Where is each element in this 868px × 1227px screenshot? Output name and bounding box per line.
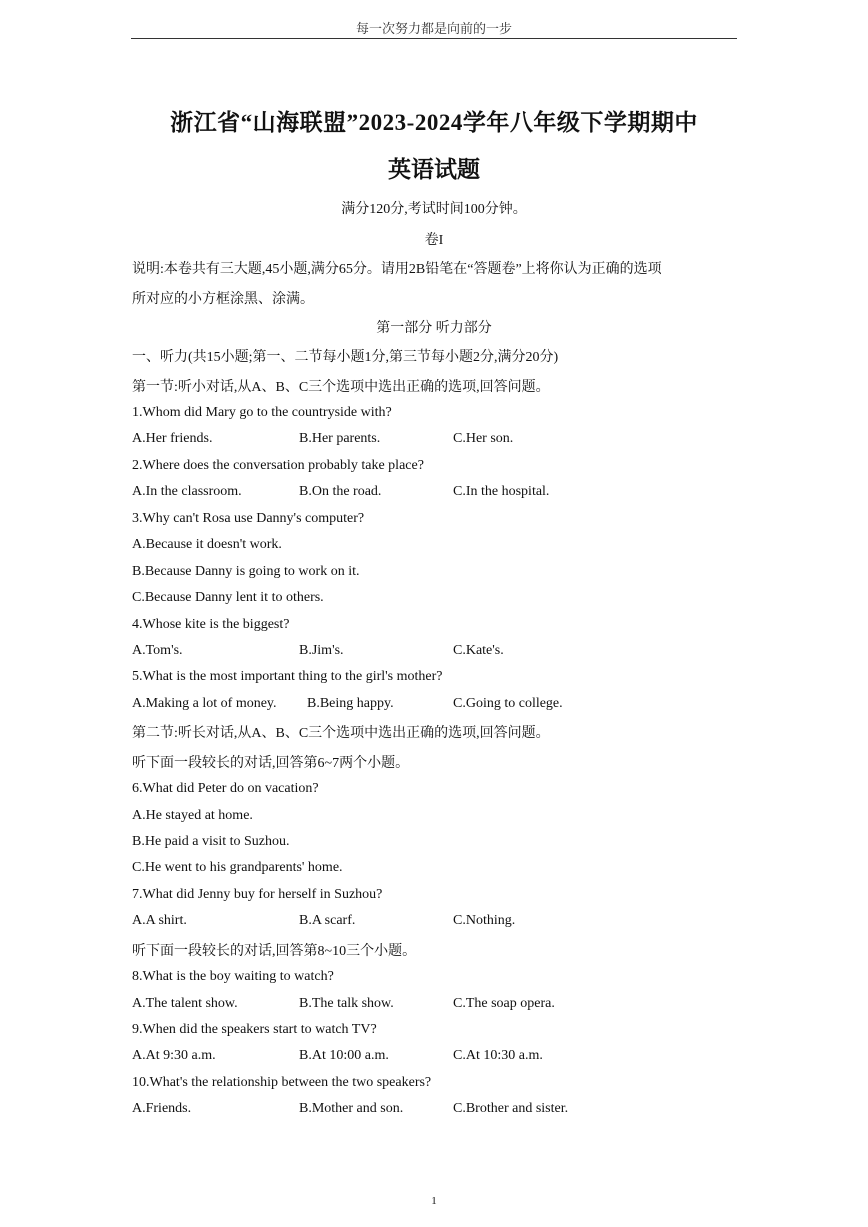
q7-option-a: A.A shirt. [132, 913, 187, 928]
dialog-8-10-intro: 听下面一段较长的对话,回答第8~10三个小题。 [132, 944, 417, 959]
page-header: 每一次努力都是向前的一步 [355, 21, 512, 36]
q4-option-a: A.Tom's. [132, 643, 183, 658]
question-3: 3.Why can't Rosa use Danny's computer? [132, 511, 365, 526]
exam-title-line2: 英语试题 [388, 157, 480, 182]
instructions-line1: 说明:本卷共有三大题,45小题,满分65分。请用2B铅笔在“答题卷”上将你认为正确的选项 [132, 262, 662, 277]
q8-option-c: C.The soap opera. [453, 996, 555, 1011]
section2-heading: 第二节:听长对话,从A、B、C三个选项中选出正确的选项,回答问题。 [132, 726, 550, 741]
dialog-6-7-intro: 听下面一段较长的对话,回答第6~7两个小题。 [132, 756, 410, 771]
q3-option-b: B.Because Danny is going to work on it. [132, 564, 360, 579]
part-title: 第一部分 听力部分 [376, 321, 492, 336]
q6-option-b: B.He paid a visit to Suzhou. [132, 834, 290, 849]
exam-title-line1: 浙江省“山海联盟”2023-2024学年八年级下学期期中 [170, 110, 698, 135]
q5-option-c: C.Going to college. [453, 696, 563, 711]
q2-option-c: C.In the hospital. [453, 484, 550, 499]
q3-option-c: C.Because Danny lent it to others. [132, 590, 324, 605]
q10-option-a: A.Friends. [132, 1101, 192, 1116]
score-info: 满分120分,考试时间100分钟。 [341, 202, 527, 217]
q1-option-c: C.Her son. [453, 431, 514, 446]
q7-option-c: C.Nothing. [453, 913, 516, 928]
q9-option-c: C.At 10:30 a.m. [453, 1048, 543, 1063]
question-10: 10.What's the relationship between the two speakers? [132, 1075, 432, 1090]
q5-option-a: A.Making a lot of money. [132, 696, 277, 711]
q10-option-b: B.Mother and son. [299, 1101, 404, 1116]
q6-option-a: A.He stayed at home. [132, 808, 253, 823]
q9-option-b: B.At 10:00 a.m. [299, 1048, 389, 1063]
q8-option-a: A.The talent show. [132, 996, 238, 1011]
question-1: 1.Whom did Mary go to the countryside with? [132, 405, 392, 420]
q1-option-b: B.Her parents. [299, 431, 381, 446]
header-rule [131, 38, 737, 39]
instructions-line2: 所对应的小方框涂黑、涂满。 [132, 292, 314, 307]
q9-option-a: A.At 9:30 a.m. [132, 1048, 216, 1063]
q6-option-c: C.He went to his grandparents' home. [132, 860, 343, 875]
q2-option-b: B.On the road. [299, 484, 382, 499]
question-7: 7.What did Jenny buy for herself in Suzhou? [132, 887, 383, 902]
q2-option-a: A.In the classroom. [132, 484, 242, 499]
question-5: 5.What is the most important thing to the girl's mother? [132, 669, 443, 684]
q7-option-b: B.A scarf. [299, 913, 356, 928]
question-9: 9.When did the speakers start to watch TV? [132, 1022, 377, 1037]
q4-option-b: B.Jim's. [299, 643, 344, 658]
question-6: 6.What did Peter do on vacation? [132, 781, 319, 796]
question-8: 8.What is the boy waiting to watch? [132, 969, 334, 984]
q8-option-b: B.The talk show. [299, 996, 394, 1011]
q10-option-c: C.Brother and sister. [453, 1101, 569, 1116]
q5-option-b: B.Being happy. [307, 696, 394, 711]
listening-heading: 一、听力(共15小题;第一、二节每小题1分,第三节每小题2分,满分20分) [132, 350, 559, 365]
question-2: 2.Where does the conversation probably take place? [132, 458, 424, 473]
q3-option-a: A.Because it doesn't work. [132, 537, 282, 552]
volume-label: 卷I [424, 233, 444, 248]
q4-option-c: C.Kate's. [453, 643, 504, 658]
question-4: 4.Whose kite is the biggest? [132, 617, 290, 632]
page-number: 1 [431, 1195, 437, 1207]
q1-option-a: A.Her friends. [132, 431, 213, 446]
section1-heading: 第一节:听小对话,从A、B、C三个选项中选出正确的选项,回答问题。 [132, 380, 550, 395]
